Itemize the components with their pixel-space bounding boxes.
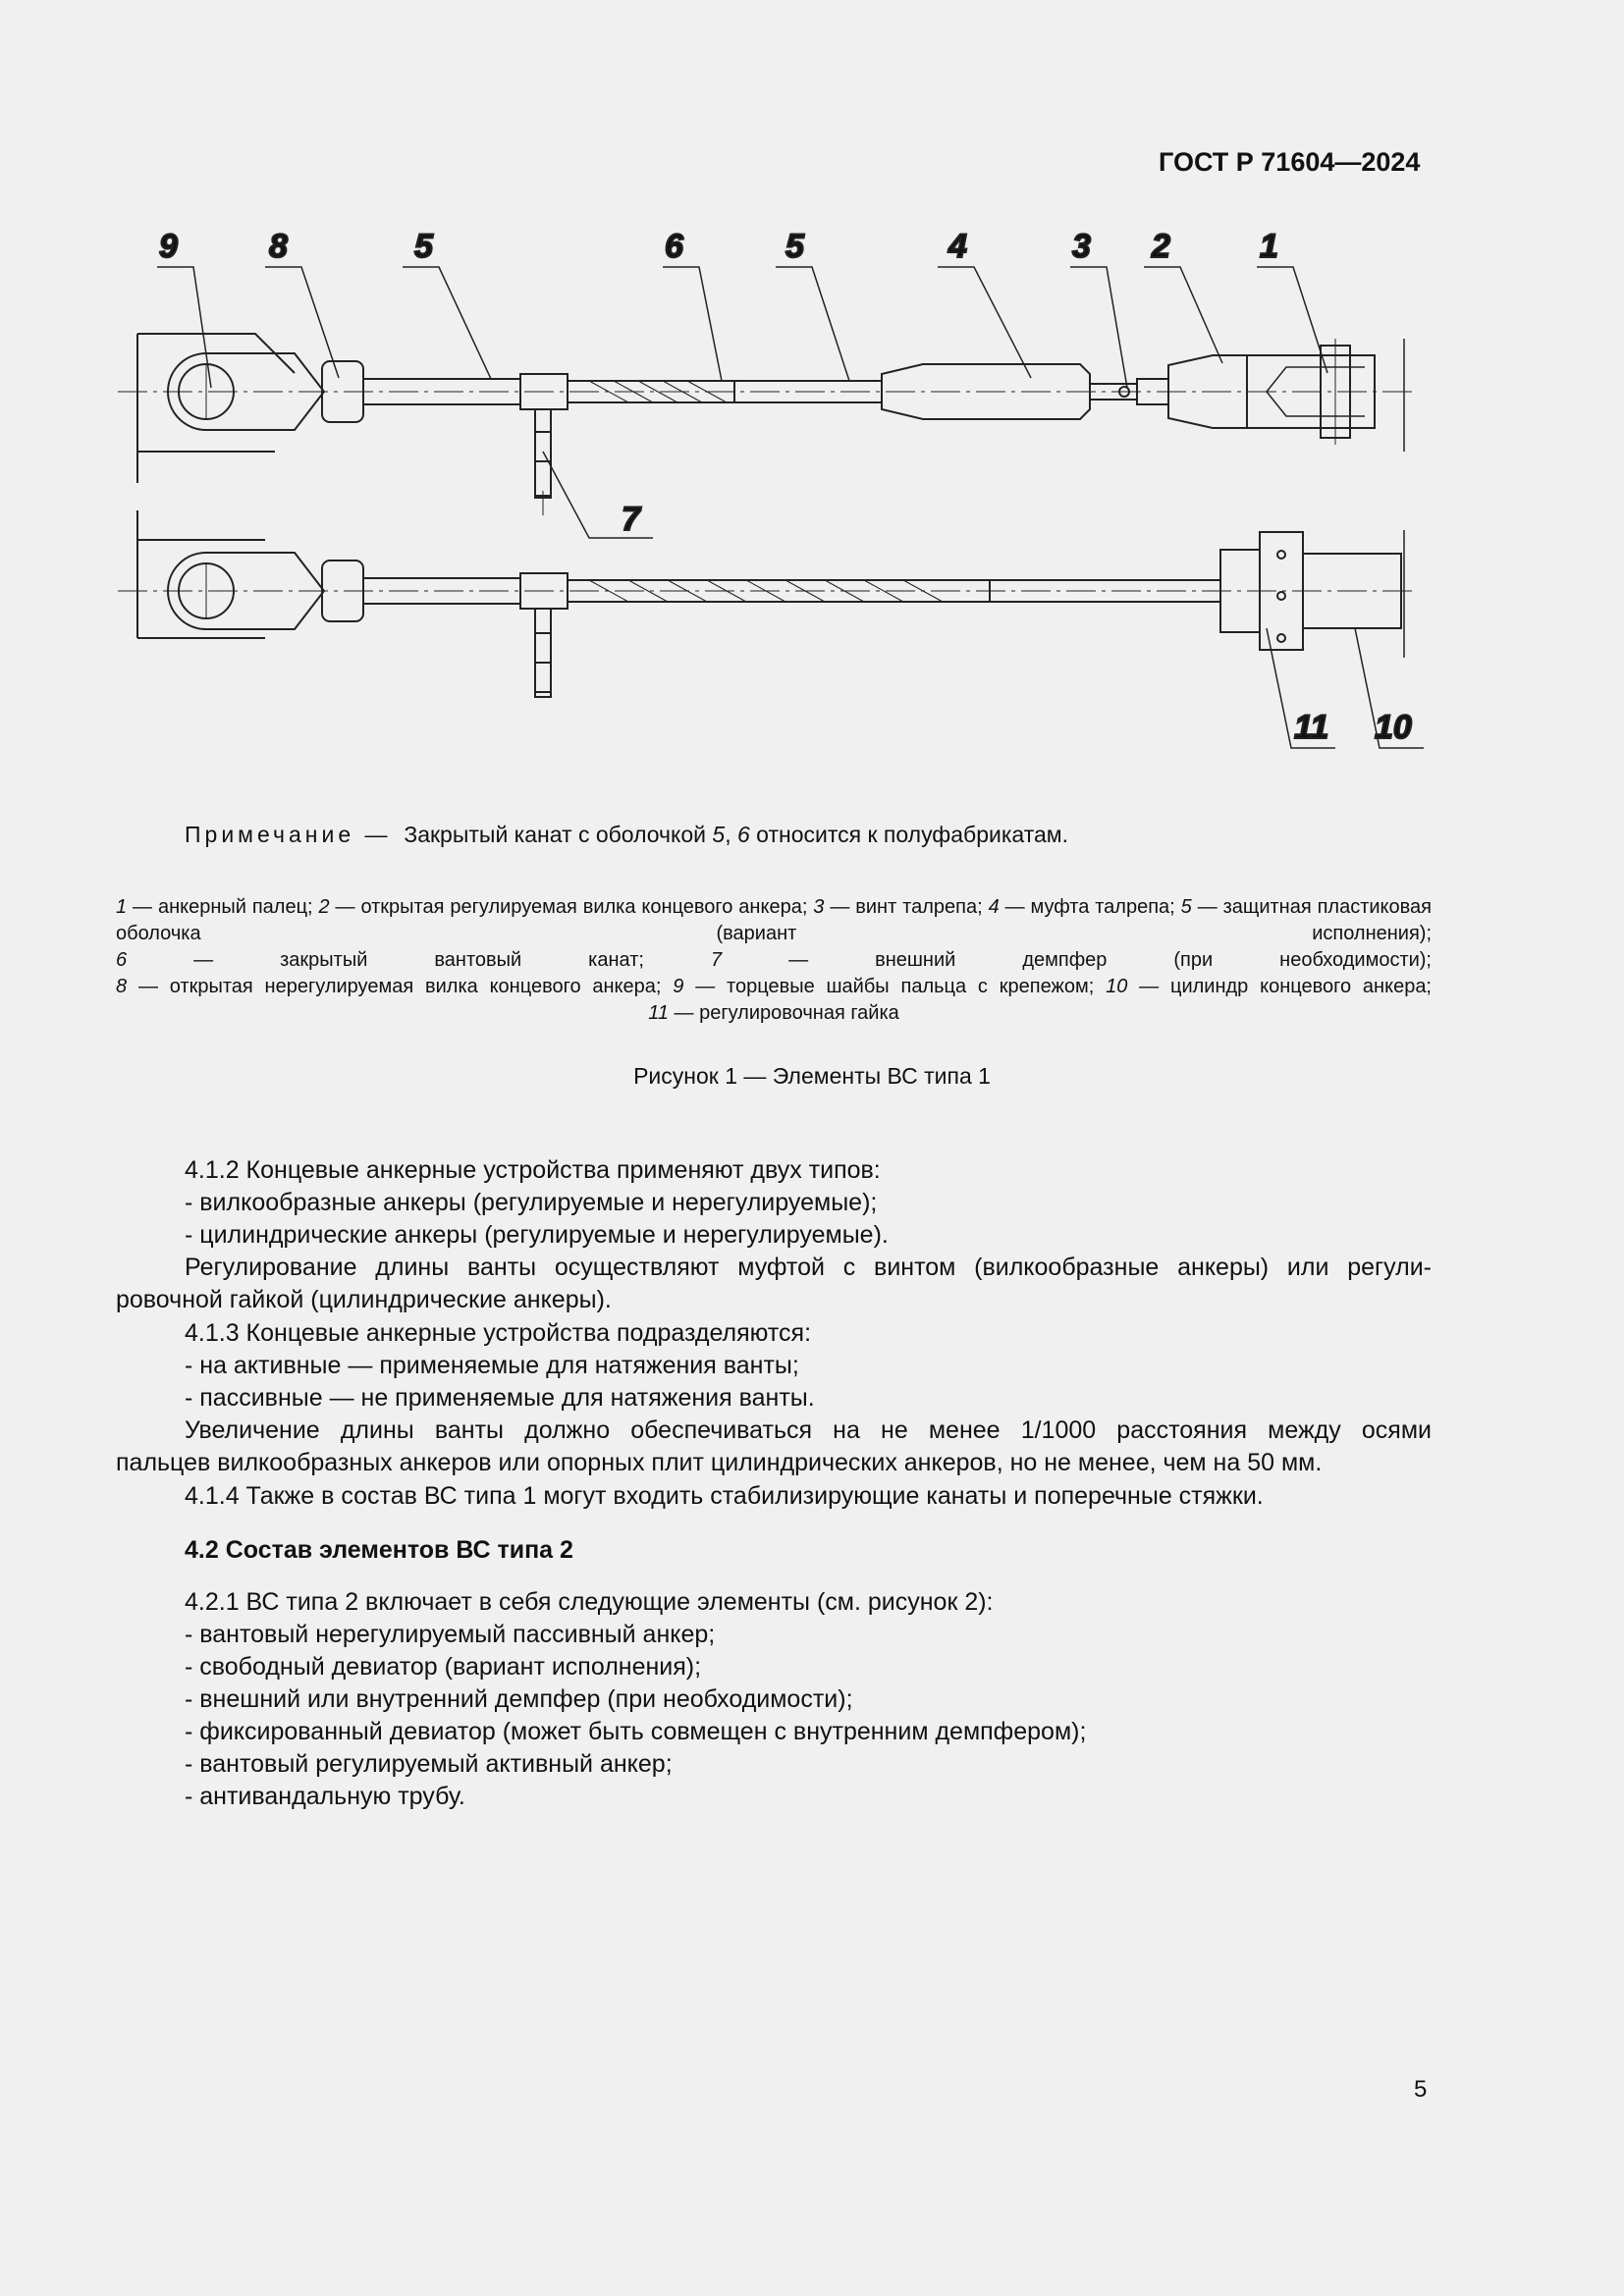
callout-10: 10 [1375, 709, 1412, 746]
legend-line: 8 — открытая нерегулируемая вилка концевого анкера; 9 — торцевые шайбы пальца с крепежом; 10 — цилиндр концевого анкера; [116, 976, 1432, 997]
list-item: - свободный девиатор (вариант исполнения); [185, 1653, 702, 1681]
list-item: - антивандальную трубу. [185, 1783, 465, 1810]
callout-5b: 5 [785, 228, 804, 265]
callout-3: 3 [1072, 228, 1091, 265]
para-4-1-4: 4.1.4 Также в состав ВС типа 1 могут входить стабилизирующие канаты и поперечные стяжки. [185, 1482, 1264, 1510]
section-heading-4-2: 4.2 Состав элементов ВС типа 2 [185, 1536, 573, 1564]
para-4-1-2: 4.1.2 Концевые анкерные устройства применяют двух типов: [185, 1156, 881, 1184]
paragraph-line: ровочной гайкой (цилиндрические анкеры). [116, 1286, 612, 1313]
list-item: - вантовый нерегулируемый пассивный анкер; [185, 1621, 716, 1648]
callout-2: 2 [1152, 228, 1170, 265]
damper-rod-7 [535, 409, 551, 498]
standard-designation: ГОСТ Р 71604—2024 [1159, 147, 1421, 177]
list-item: - цилиндрические анкеры (регулируемые и нерегулируемые). [185, 1221, 889, 1249]
paragraph-line: пальцев вилкообразных анкеров или опорных плит цилиндрических анкеров, но не менее, чем на 50 мм. [116, 1449, 1323, 1476]
list-item: - вантовый регулируемый активный анкер; [185, 1750, 673, 1778]
callout-5: 5 [414, 228, 433, 265]
callout-11: 11 [1294, 709, 1329, 746]
callout-1: 1 [1260, 228, 1278, 265]
figure-1-drawing [0, 0, 1624, 766]
list-item: - вилкообразные анкеры (регулируемые и нерегулируемые); [185, 1189, 878, 1216]
left-bracket [137, 334, 295, 483]
callout-4: 4 [948, 228, 967, 265]
figure-caption: Рисунок 1 — Элементы ВС типа 1 [633, 1063, 991, 1089]
note-label: Примечание — [185, 822, 392, 847]
list-item: - на активные — применяемые для натяжения ванты; [185, 1352, 799, 1379]
legend-line: 1 — анкерный палец; 2 — открытая регулируемая вилка концевого анкера; 3 — винт талрепа; 4 — муфта талрепа; 5 — защитная пластиковая оболочка (вариант исполнения); [116, 896, 1433, 944]
paragraph-line: Увеличение длины ванты должно обеспечиваться на не менее 1/1000 расстояния между осями [185, 1416, 1432, 1444]
para-4-2-1: 4.2.1 ВС типа 2 включает в себя следующие элементы (см. рисунок 2): [185, 1588, 994, 1616]
callout-9: 9 [159, 228, 178, 265]
para-4-1-3: 4.1.3 Концевые анкерные устройства подразделяются: [185, 1319, 812, 1347]
legend-line: 6 — закрытый вантовый канат; 7 — внешний демпфер (при необходимости); [116, 949, 1432, 971]
page-number: 5 [1414, 2076, 1428, 2103]
paragraph-line: Регулирование длины ванты осуществляют муфтой с винтом (вилкообразные анкеры) или регули- [185, 1254, 1432, 1281]
callout-7: 7 [622, 501, 640, 538]
figure-legend [116, 894, 1432, 1027]
list-item: - фиксированный девиатор (может быть совмещен с внутренним демпфером); [185, 1718, 1087, 1745]
callout-6: 6 [665, 228, 683, 265]
legend-line: 11 — регулировочная гайка [648, 1002, 899, 1024]
list-item: - пассивные — не применяемые для натяжения ванты. [185, 1384, 815, 1412]
callout-8: 8 [269, 228, 288, 265]
list-item: - внешний или внутренний демпфер (при необходимости); [185, 1685, 853, 1713]
figure-note: Примечание — Закрытый канат с оболочкой 5, 6 относится к полуфабрикатам. [185, 822, 1068, 847]
